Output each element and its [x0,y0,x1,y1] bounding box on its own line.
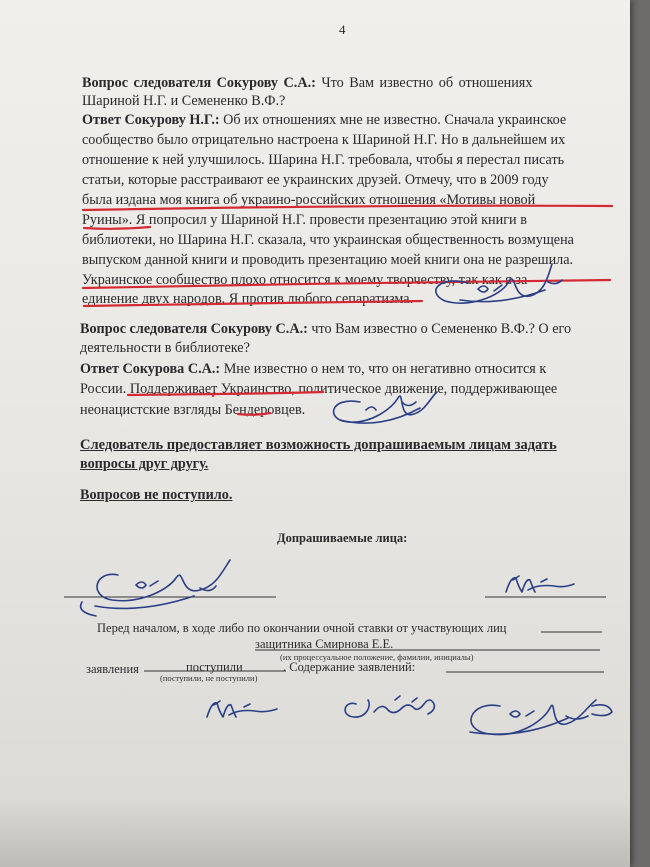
question-1-speaker: Вопрос следователя Сокурову С.А.: [82,75,316,91]
defender-caption: (их процессуальное положение, фамилии, инициалы) [280,652,474,662]
question-1-line-1 [82,75,532,92]
answer-1-line-1 [82,112,566,129]
answer-2-line-2: России. Поддерживает Украинство, политическое движение, поддерживающее [80,381,558,397]
answer-1-line-3: отношение к ней улучшилось. Шарина Н.Г. требовала, чтобы я перестал писать [82,152,565,168]
answer-2-line-1 [80,361,546,378]
statements-value: поступили [186,660,243,674]
no-questions-note: Вопросов не поступило. [80,487,233,503]
answer-1-text: Об их отношениях мне не известно. Сначала украинское [223,112,567,128]
answer-1-line-6: Руины». Я попросил у Шариной Н.Г. провести презентацию этой книги в [82,212,527,228]
answer-1-line-8: выпуском данной книги и проводить презентацию моей книги она не разрешила. [82,252,574,268]
statements-label: заявления [86,662,139,676]
statements-caption: (поступили, не поступили) [160,673,258,683]
notice-line-2: вопросы друг другу. [80,456,209,472]
answer-2-line-3: неонацистские взгляды Бендеровцев. [80,402,306,418]
question-2-line-1 [80,321,571,338]
notice-line-1: Следователь предоставляет возможность допрашиваемым лицам задать [80,437,557,453]
defender-name: защитника Смирнова Е.Е. [255,637,394,651]
interrogated-heading: Допрашиваемые лица: [277,531,408,545]
question-2-speaker: Вопрос следователя Сокурову С.А.: [80,321,308,337]
page-number: 4 [339,22,346,37]
answer-1-line-2: сообщество было отрицательно настроена к Шариной Н.Г. Но в дальнейшем их [82,132,566,148]
question-2-text: что Вам известно о Семененко В.Ф.? О его [311,321,572,337]
answer-1-line-5: была издана моя книга об украино-российских отношения «Мотивы новой [82,192,536,208]
page-bottom-shadow [0,797,630,867]
answer-1-line-9: Украинское сообщество плохо относится к моему творчеству, так как я за [82,272,528,288]
statements-intro-line: Перед началом, в ходе либо по окончании очной ставки от участвующих лиц [97,621,507,635]
question-2-line-2: деятельности в библиотеке? [80,340,250,356]
answer-1-speaker: Ответ Сокурову Н.Г.: [82,112,220,128]
question-1-text: Что Вам известно об отношениях [321,75,533,91]
question-1-line-2: Шариной Н.Г. и Семененко В.Ф.? [82,93,286,109]
statements-content-label: . Содержание заявлений: [283,660,416,674]
answer-1-line-4: статьи, которые расстраивают ее украинских друзей. Отмечу, что в 2009 году [82,172,549,188]
answer-2-speaker: Ответ Сокурова С.А.: [80,361,221,377]
answer-1-line-7: библиотеки, но Шарина Н.Г. сказала, что украинская общественность возмущена [82,232,574,248]
answer-1-line-10: единение двух народов. Я против любого сепаратизма. [82,291,414,307]
answer-2-text: Мне известно о нем то, что он негативно относится к [223,361,547,377]
